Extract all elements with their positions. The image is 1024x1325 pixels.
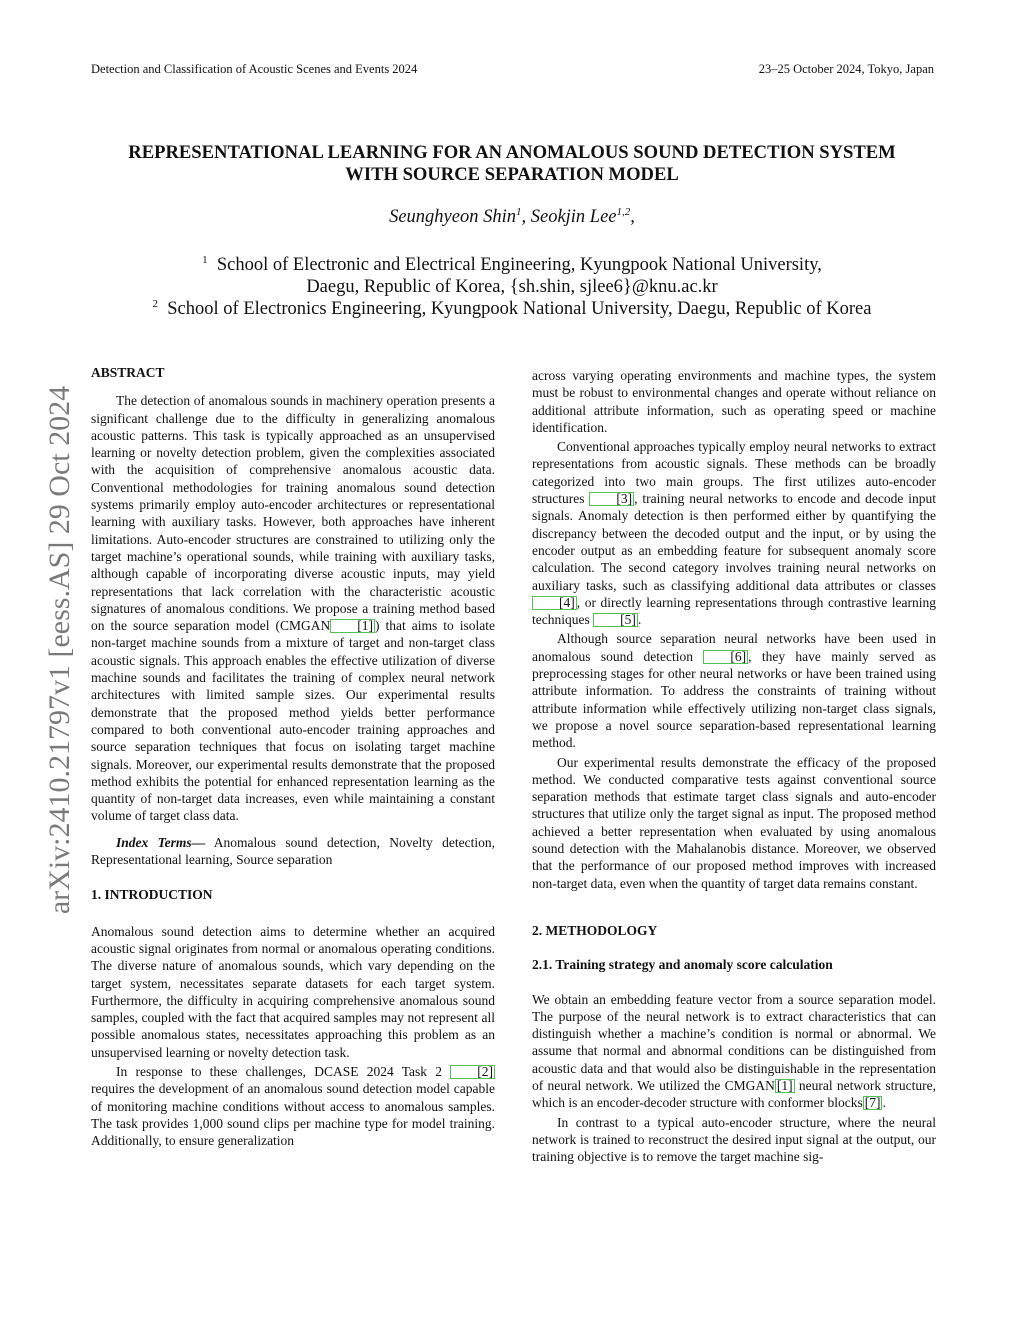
intro-text-cont: , training neural networks to encode and decode input signals. Anomaly detection is then performed either by quantifying the discrepancy between the decoded output and the input, or by using the encoder output as an embedding feature for subsequent anomaly score calculation. The second category involves training neural networks on auxiliary tasks, such as classifying additional data attributes or classes [532, 491, 936, 593]
abstract-text-cont: ) that aims to isolate non-target machine sounds from a mixture of target and non-target class acoustic signals. This approach enables the effective utilization of diverse machine sounds and facilitates the training of complex neural network architectures with limited sample sizes. Our experimental results demonstrate that the proposed method yields better performance compared to both conventional auto-encoder training approaches and source separation techniques that focus on isolating target machine signals. Moreover, our experimental results demonstrate that the proposed method exhibits the potential for enhanced representation learning as the quantity of non-target data increases, even while maintaining a constant volume of target class data. [91, 618, 495, 824]
method-text: We obtain an embedding feature vector from a source separation model. The purpose of the neural network is to extract characteristics that can distinguish whether a machine’s condition is normal or abnormal. We assume that normal and abnormal conditions can be distinguished from acoustic data and that would also be distinguishable in the representation of neural network. We utilized the CMGAN [532, 991, 936, 1093]
citation-link[interactable]: [4] [532, 596, 577, 610]
author-1-affil: 1 [515, 205, 522, 218]
affiliations [0, 254, 1024, 320]
citation-link[interactable]: [5] [593, 613, 638, 627]
method-paragraph-1 [532, 991, 936, 1112]
author-2-affil: 1,2 [616, 205, 631, 218]
section-heading-methodology: 2. METHODOLOGY [532, 922, 658, 938]
intro-paragraph-4 [532, 438, 936, 628]
paper-title [60, 142, 964, 186]
citation-link[interactable]: [2] [450, 1065, 495, 1079]
abstract-text: The detection of anomalous sounds in machinery operation presents a significant challenge due to the difficulty in generalizing anomalous acoustic patterns. This task is typically approached as an unsupervised learning or novelty detection problem, given the complexities associated with the acquisition of comprehensive anomalous acoustic data. Conventional methodologies for training anomalous sound detection systems primarily employ auto-encoder architectures or representational learning with auxiliary tasks. However, both approaches have inherent limitations. Auto-encoder structures are constrained to utilizing only the target machine’s operational sounds, while training with auxiliary tasks, although capable of incorporating diverse acoustic inputs, may yield representations that lack correlation with the characteristic acoustic signatures of anomalous conditions. We propose a training method based on the source separation model (CMGAN [91, 393, 495, 634]
subsection-heading: 2.1. Training strategy and anomaly score calculation [532, 957, 833, 973]
intro-paragraph-5 [532, 630, 936, 751]
author-1: Seunghyeon Shin [389, 207, 516, 227]
citation-link[interactable]: [1] [330, 619, 375, 633]
affiliation-1-text: School of Electronic and Electrical Engineering, Kyungpook National University, [216, 255, 822, 275]
author-list [0, 207, 1024, 228]
citation-link[interactable]: [3] [589, 492, 634, 506]
affiliation-1 [0, 254, 1024, 276]
method-text-end: . [882, 1095, 886, 1111]
intro-paragraph-3: across varying operating environments and machine types, the system must be robust to environmental changes and operate without reliance on additional attribute information, such as operating speed or machine identification. [532, 368, 936, 435]
running-header-conference: Detection and Classification of Acoustic Scenes and Events 2024 [91, 62, 418, 76]
intro-paragraph-6: Our experimental results demonstrate the efficacy of the proposed method. We conducted comparative tests against conventional source separation methods that estimate target class signals and auto-encoder structures that utilize only the target signal as input. The proposed method achieved a better representation when evaluated by using anomalous sound detection with the Mahalanobis distance. Moreover, we observed that the performance of our proposed method improves with increased non-target data, even when the quantity of target data remains constant. [532, 754, 936, 891]
abstract-heading: ABSTRACT [91, 365, 165, 380]
method-paragraph-2: In contrast to a typical auto-encoder structure, where the neural network is trained to reconstruct the desired input signal at the output, our training objective is to remove the target machine sig- [532, 1114, 936, 1165]
citation-link[interactable]: [7] [864, 1095, 881, 1111]
intro-text-end: . [637, 612, 642, 628]
intro-paragraph-1: Anomalous sound detection aims to determine whether an acquired acoustic signal originates from normal or anomalous operating conditions. The diverse nature of anomalous sounds, which vary depending on the target system, necessitates separate datasets for each target system. Furthermore, the difficulty in acquiring comprehensive anomalous sound samples, coupled with the fact that acquired samples may not represent all possible anomalous states, necessitates approaching this problem as an unsupervised learning or novelty detection task. [91, 923, 495, 1060]
citation-link[interactable]: [1] [776, 1077, 793, 1093]
right-column [532, 367, 936, 1165]
intro-text-cont: , they have mainly served as preprocessing stages for other neural networks or have been trained using attribute information. To address the constraints of training without attribute information while effectively utilizing non-target class signals, we propose a novel source separation-based representational learning method. [532, 648, 936, 751]
index-terms-text: Anomalous sound detection, Novelty detection, Representational learning, Source separation [91, 834, 495, 868]
affiliation-2-mark: 2 [152, 297, 159, 310]
affiliation-2 [0, 298, 1024, 320]
method-text-cont: neural network structure, which is an encoder-decoder structure with conformer blocks [532, 1077, 936, 1111]
index-terms [91, 834, 495, 869]
abstract-body [91, 392, 495, 824]
affiliation-2-text: School of Electronics Engineering, Kyungpook National University, Daegu, Republic of Korea [167, 299, 872, 319]
intro-text: In response to these challenges, DCASE 2024 Task 2 [116, 1063, 451, 1079]
author-separator: , [521, 207, 531, 227]
intro-paragraph-2 [91, 1063, 495, 1149]
section-heading-introduction: 1. INTRODUCTION [91, 887, 213, 903]
author-2: Seokjin Lee [530, 207, 617, 227]
intro-text-cont: , or directly learning representations through contrastive learning techniques [532, 594, 936, 628]
affiliation-1-mark: 1 [202, 253, 208, 266]
left-column [91, 364, 495, 1149]
intro-text: Although source separation neural networks have been used in anomalous sound detection [532, 631, 936, 664]
citation-link[interactable]: [6] [703, 650, 748, 664]
title-line-2: WITH SOURCE SEPARATION MODEL [345, 164, 679, 185]
running-header-date: 23–25 October 2024, Tokyo, Japan [758, 62, 934, 76]
affiliation-1-contact: Daegu, Republic of Korea, {sh.shin, sjlee6}@knu.ac.kr [306, 277, 718, 297]
index-terms-label: Index Terms— [116, 834, 206, 850]
intro-text: Conventional approaches typically employ neural networks to extract representations from acoustic signals. These methods can be broadly categorized into two main groups. The first utilizes auto-encoder structures [532, 439, 936, 507]
intro-text-cont: requires the development of an anomalous sound detection model capable of monitoring machine conditions without access to anomalous samples. The task provides 1,000 sound clips per machine type for model training. Additionally, to ensure generalization [91, 1081, 495, 1149]
arxiv-identifier[interactable]: arXiv:2410.21797v1 [eess.AS] 29 Oct 2024 [43, 385, 76, 915]
author-end: , [630, 207, 635, 227]
title-line-1: REPRESENTATIONAL LEARNING FOR AN ANOMALOUS SOUND DETECTION SYSTEM [128, 142, 896, 163]
